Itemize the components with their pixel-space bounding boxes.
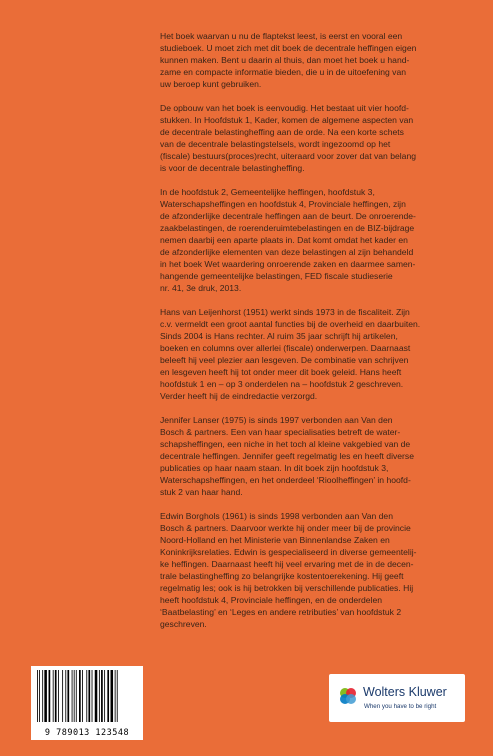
text-line: de afzonderlijke elementen van deze belastingen al zijn behandeld [160, 247, 414, 257]
barcode-bar [42, 670, 43, 722]
text-line: regelmatig les; ook is hij betrokken bij verschillende publicaties. Hij [160, 583, 414, 593]
paragraph [160, 102, 460, 174]
text-line: van de decentrale belastingstelsels, wordt ingezoomd op het [160, 139, 391, 149]
text-line: uw beroep kunt gebruiken. [160, 79, 262, 89]
text-line: Waterschapsheffingen, en het onderdeel ‘Rioolheffingen’ in hoofd- [160, 475, 411, 485]
barcode-bar [72, 670, 73, 722]
text-line: boeken en columns over allerlei (fiscale) onderwerpen. Daarnaast [160, 343, 411, 353]
barcode-bar [82, 670, 83, 722]
barcode-bar [67, 670, 69, 722]
text-line: Het boek waarvan u nu de flaptekst leest, is eerst en vooral een [160, 31, 403, 41]
paragraph [160, 510, 460, 630]
barcode-bar [86, 670, 87, 722]
text-line: Bosch & partners. Daarvoor werkte hij onder meer bij de provincie [160, 523, 411, 533]
text-line: nr. 41, 3e druk, 2013. [160, 283, 242, 293]
text-line: Waterschapsheffingen en hoofdstuk 4, Provinciale heffingen, zijn [160, 199, 406, 209]
publisher-tagline: When you have to be right [364, 703, 437, 710]
barcode-bar [111, 670, 114, 722]
barcode-bar [79, 670, 81, 722]
barcode-digits: 9 789013 123548 [44, 728, 130, 738]
text-line: De opbouw van het boek is eenvoudig. Het bestaat uit vier hoofd- [160, 103, 409, 113]
text-line: Verder heeft hij de eindredactie verzorgd. [160, 391, 318, 401]
publisher-logo [329, 674, 465, 722]
text-line: zame en compacte informatie bieden, die u in de uitoefening van [160, 67, 407, 77]
barcode-bar [58, 670, 59, 722]
text-line: de afzonderlijke decentrale heffingen aan de beurt. De onroerende- [160, 211, 416, 221]
barcode-bar [99, 670, 100, 722]
flap-text [160, 30, 460, 642]
barcode-bar [117, 670, 118, 722]
publisher-name: Wolters Kluwer [363, 685, 447, 699]
text-line: zaakbelastingen, de roerenderuimtebelastingen en de BIZ-bijdrage [160, 223, 415, 233]
text-line: heeft hoofdstuk 4, Provinciale heffingen, en de onderdelen [160, 595, 383, 605]
text-line: decentrale heffingen. Jennifer geeft regelmatig les en heeft diverse [160, 451, 414, 461]
text-line: nemen daarbij een aparte plaats in. Dat komt omdat het kader en [160, 235, 408, 245]
text-line: Jennifer Lanser (1975) is sinds 1997 verbonden aan Van den [160, 415, 393, 425]
text-line: trale belastingheffing zo belangrijke kostentoerekening. Hij geeft [160, 571, 404, 581]
text-line: ‘Baatbelasting’ en ‘Leges en andere retributies’ van hoofdstuk 2 [160, 607, 402, 617]
paragraph [160, 414, 460, 498]
barcode-bar [92, 670, 93, 722]
barcode-bar [37, 670, 38, 722]
barcode-bar [55, 670, 57, 722]
barcode-bar [115, 670, 116, 722]
text-line: en lesgeven heeft hij tot onder meer dit boek geleid. Hans heeft [160, 367, 402, 377]
text-line: Sinds 2004 is Hans rechter. Al ruim 35 jaar schrijft hij artikelen, [160, 331, 398, 341]
text-line: Edwin Borghols (1961) is sinds 1998 verbonden aan Van den [160, 511, 393, 521]
text-line: c.v. vermeldt een groot aantal functies bij de overheid en daarbuiten. [160, 319, 421, 329]
text-line: is voor de decentrale belastingheffing. [160, 163, 305, 173]
text-line: (fiscale) bestuurs(proces)recht, uiteraard voor zover dat van belang [160, 151, 417, 161]
text-line: In de hoofdstuk 2, Gemeentelijke heffingen, hoofdstuk 3, [160, 187, 375, 197]
barcode-bar [76, 670, 77, 722]
barcode-bar [74, 670, 75, 722]
barcode-bar [62, 670, 63, 722]
text-line: Bosch & partners. Een van haar specialisaties betreft de water- [160, 427, 401, 437]
barcode-bar [104, 670, 105, 722]
publisher-mark-icon [337, 685, 359, 707]
paragraph [160, 306, 460, 402]
barcode-bar [65, 670, 66, 722]
paragraph [160, 186, 460, 294]
paragraph [160, 30, 460, 90]
text-line: Noord-Holland en het Ministerie van Binnenlandse Zaken en [160, 535, 390, 545]
text-line: stukken. In Hoofdstuk 1, Kader, komen de algemene aspecten van [160, 115, 414, 125]
barcode-bar [107, 670, 109, 722]
text-line: geschreven. [160, 619, 207, 629]
text-line: Hans van Leijenhorst (1951) werkt sinds 1973 in de fiscaliteit. Zijn [160, 307, 410, 317]
barcode-bar [53, 670, 54, 722]
text-line: kunnen maken. Bent u daarin al thuis, dan moet het boek u hand- [160, 55, 410, 65]
text-line: Koninkrijksrelaties. Edwin is gespecialiseerd in diverse gemeentelij- [160, 547, 417, 557]
barcode-bar [44, 670, 47, 722]
barcode-bar [49, 670, 51, 722]
barcode-bar [101, 670, 103, 722]
text-line: in het boek Wet waardering onroerende zaken en daarmee samen- [160, 259, 416, 269]
isbn-barcode [31, 666, 143, 740]
barcode-bar [39, 670, 40, 722]
barcode-bar [95, 670, 98, 722]
text-line: studieboek. U moet zich met dit boek de decentrale heffingen eigen [160, 43, 417, 53]
text-line: hoofdstuk 1 en – op 3 onderdelen na – hoofdstuk 2 geschreven. [160, 379, 404, 389]
text-line: publicaties op haar naam staan. In dit boek zijn hoofdstuk 3, [160, 463, 389, 473]
text-line: stuk 2 van haar hand. [160, 487, 243, 497]
barcode-bars [37, 670, 137, 722]
text-line: beleeft hij veel plezier aan lesgeven. De combinatie van schrijven [160, 355, 409, 365]
text-line: de decentrale belastingheffing aan de orde. Na een korte schets [160, 127, 404, 137]
barcode-bar [88, 670, 90, 722]
text-line: hangende gemeentelijke belastingen, FED fiscale studieserie [160, 271, 393, 281]
text-line: ke heffingen. Daarnaast heeft hij veel ervaring met de in de decen- [160, 559, 414, 569]
text-line: schapsheffingen, een niche in het toch al kleine vakgebied van de [160, 439, 411, 449]
